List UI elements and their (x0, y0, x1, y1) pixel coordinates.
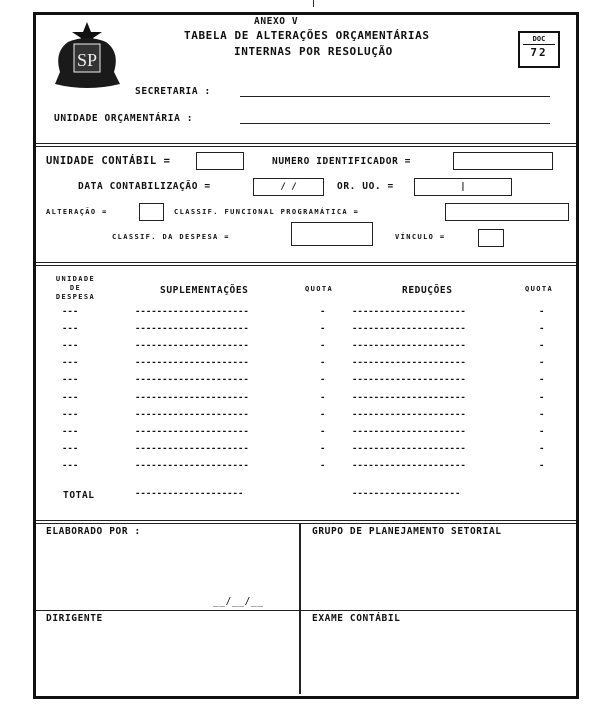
section-divider (36, 520, 576, 524)
table-cell[interactable]: --- (62, 392, 79, 403)
alteracao-input[interactable] (139, 203, 164, 221)
header-reducoes: REDUÇÕES (402, 285, 453, 296)
vertical-divider (299, 524, 301, 694)
annex-label: ANEXO V (254, 16, 299, 27)
table-cell[interactable]: --- (62, 375, 79, 386)
table-cell[interactable]: --------------------- (135, 341, 249, 352)
or-uo-input[interactable]: | (414, 178, 512, 196)
alteracao-label: ALTERAÇÃO = (46, 208, 108, 216)
table-cell[interactable]: --- (62, 341, 79, 352)
table-cell[interactable]: - (539, 426, 545, 437)
table-cell[interactable]: --- (62, 426, 79, 437)
table-cell[interactable]: --------------------- (135, 426, 249, 437)
vinculo-input[interactable] (478, 229, 504, 247)
total-label: TOTAL (63, 490, 95, 501)
header-suplementacoes: SUPLEMENTAÇÕES (160, 285, 249, 296)
data-contabilizacao-label: DATA CONTABILIZAÇÃO = (78, 181, 211, 192)
table-cell[interactable]: - (320, 358, 326, 369)
table-cell[interactable]: --------------------- (352, 409, 466, 420)
elaborado-date-field[interactable]: __/__/__ (213, 596, 264, 607)
classif-despesa-input[interactable] (291, 222, 373, 246)
unidade-orcamentaria-field[interactable] (240, 123, 550, 124)
classif-funcional-label: CLASSIF. FUNCIONAL PROGRAMÁTICA = (174, 208, 360, 216)
table-cell[interactable]: --- (62, 443, 79, 454)
table-cell[interactable]: --------------------- (352, 460, 466, 471)
unidade-contabil-label: UNIDADE CONTÁBIL = (46, 155, 171, 167)
form-title-line2: INTERNAS POR RESOLUÇÃO (234, 45, 393, 58)
elaborado-por-label: ELABORADO POR : (46, 526, 141, 537)
or-uo-label: OR. UO. = (337, 181, 394, 192)
table-cell[interactable]: - (320, 460, 326, 471)
doc-number-box (518, 31, 560, 68)
table-cell[interactable]: --------------------- (352, 426, 466, 437)
table-cell[interactable]: - (320, 443, 326, 454)
table-cell[interactable]: --------------------- (135, 375, 249, 386)
secretaria-field[interactable] (240, 96, 550, 97)
section-divider (36, 262, 576, 266)
sao-paulo-seal-icon (50, 22, 125, 90)
data-contabilizacao-input[interactable]: / / (253, 178, 324, 196)
table-cell[interactable]: --------------------- (352, 375, 466, 386)
table-cell[interactable]: - (320, 375, 326, 386)
numero-identificador-input[interactable] (453, 152, 553, 170)
table-cell[interactable]: --- (62, 307, 79, 317)
section-divider (36, 143, 576, 147)
form-title-line1: TABELA DE ALTERAÇÕES ORÇAMENTÁRIAS (184, 29, 430, 42)
table-cell[interactable]: --------------------- (352, 392, 466, 403)
table-cell[interactable]: - (320, 307, 326, 317)
table-cell[interactable]: --------------------- (352, 341, 466, 352)
table-cell[interactable]: --------------------- (135, 460, 249, 471)
svg-text:SP: SP (76, 50, 98, 70)
table-cell[interactable]: - (320, 409, 326, 420)
table-cell[interactable]: - (539, 409, 545, 420)
table-cell[interactable]: --------------------- (135, 392, 249, 403)
unidade-orcamentaria-label: UNIDADE ORÇAMENTÁRIA : (54, 113, 194, 124)
table-cell[interactable]: --------------------- (135, 307, 249, 317)
table-cell[interactable]: - (320, 392, 326, 403)
table-cell[interactable]: - (320, 341, 326, 352)
doc-number: 72 (530, 46, 548, 59)
unidade-contabil-input[interactable] (196, 152, 244, 170)
table-cell[interactable]: --- (62, 460, 79, 471)
table-cell[interactable]: - (539, 307, 545, 317)
total-suplementacoes[interactable]: -------------------- (135, 489, 244, 499)
table-cell[interactable]: --------------------- (135, 358, 249, 369)
table-cell[interactable]: --------------------- (352, 443, 466, 454)
table-cell[interactable]: --------------------- (352, 324, 466, 335)
table-cell[interactable]: --------------------- (352, 307, 466, 317)
table-cell[interactable]: - (539, 375, 545, 386)
table-cell[interactable]: --- (62, 324, 79, 335)
table-cell[interactable]: --------------------- (352, 358, 466, 369)
grupo-planejamento-label: GRUPO DE PLANEJAMENTO SETORIAL (312, 526, 502, 537)
header-quota-1: QUOTA (305, 285, 334, 293)
table-cell[interactable]: --- (62, 358, 79, 369)
scan-mark (313, 0, 314, 7)
footer-divider (36, 610, 576, 611)
table-cell[interactable]: - (539, 324, 545, 335)
table-cell[interactable]: - (539, 443, 545, 454)
dirigente-label: DIRIGENTE (46, 613, 103, 624)
table-cell[interactable]: --------------------- (135, 409, 249, 420)
classif-despesa-label: CLASSIF. DA DESPESA = (112, 233, 230, 241)
vinculo-label: VÍNCULO = (395, 233, 446, 241)
header-quota-2: QUOTA (525, 285, 554, 293)
numero-identificador-label: NUMERO IDENTIFICADOR = (272, 156, 412, 167)
table-cell[interactable]: --------------------- (135, 443, 249, 454)
table-cell[interactable]: - (539, 460, 545, 471)
secretaria-label: SECRETARIA : (135, 86, 211, 97)
table-cell[interactable]: - (320, 426, 326, 437)
header-unidade-despesa: UNIDADE DE DESPESA (55, 275, 96, 301)
table-cell[interactable]: - (539, 358, 545, 369)
total-reducoes[interactable]: -------------------- (352, 489, 461, 499)
classif-funcional-input[interactable] (445, 203, 569, 221)
table-cell[interactable]: - (539, 392, 545, 403)
exame-contabil-label: EXAME CONTÁBIL (312, 613, 401, 624)
table-cell[interactable]: - (320, 324, 326, 335)
doc-label: DOC (532, 35, 546, 43)
table-cell[interactable]: --------------------- (135, 324, 249, 335)
table-cell[interactable]: - (539, 341, 545, 352)
table-cell[interactable]: --- (62, 409, 79, 420)
